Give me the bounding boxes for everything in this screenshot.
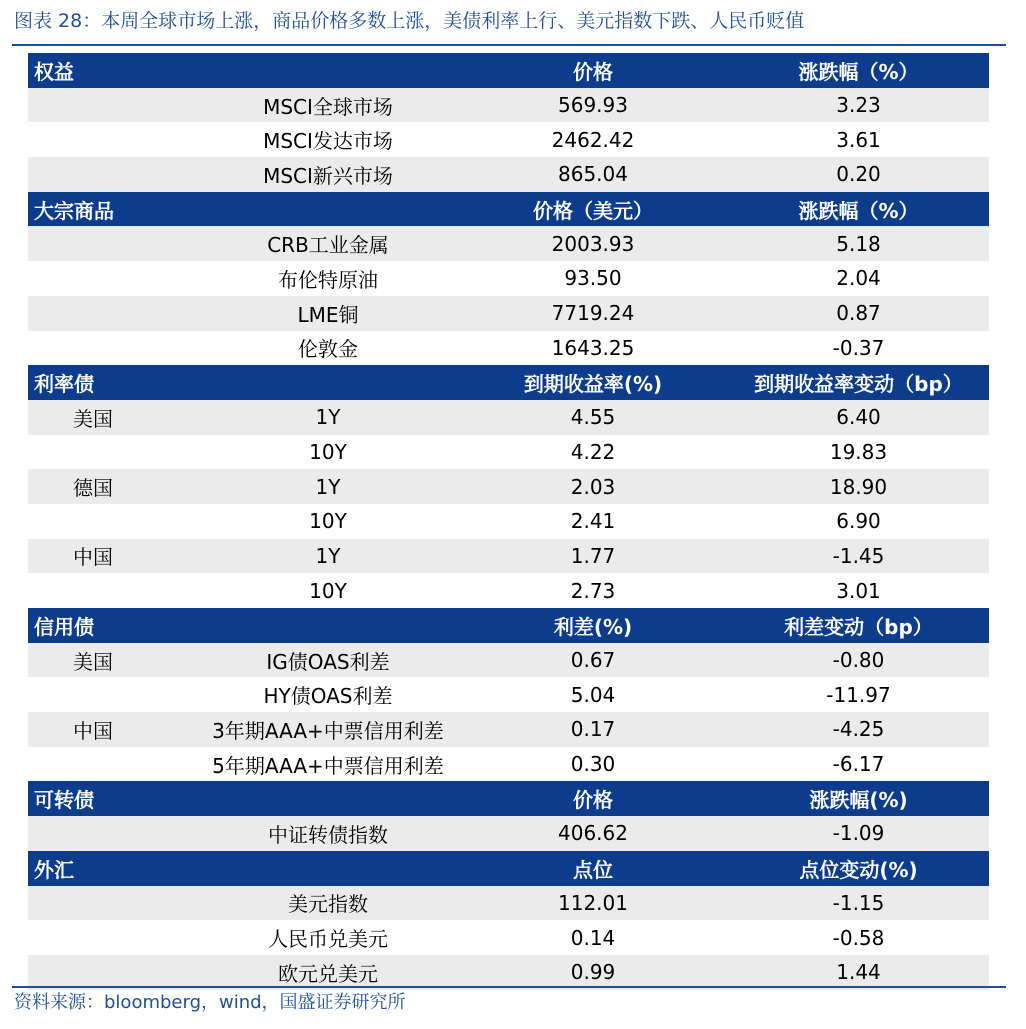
row-change: 19.83 [829, 439, 888, 464]
row-region [28, 157, 158, 192]
section-category: 权益 [34, 59, 74, 84]
row-value: 1.77 [570, 543, 616, 568]
table-row [28, 122, 989, 157]
row-label: 布伦特原油 [278, 267, 378, 292]
section-category: 可转债 [34, 788, 94, 813]
row-change: 0.20 [836, 162, 881, 187]
row-value: 112.01 [558, 890, 628, 915]
row-change: -1.45 [832, 543, 885, 568]
table-row [28, 226, 989, 261]
row-label: 伦敦金 [298, 337, 358, 362]
row-value: 0.30 [570, 752, 616, 777]
row-region [28, 573, 158, 608]
row-label: 1Y [315, 405, 341, 430]
row-region: 中国 [73, 545, 113, 570]
table-row [28, 261, 989, 296]
section-header-row [28, 781, 989, 816]
table-row [28, 816, 989, 851]
column-header-change: 涨跌幅(%) [809, 788, 908, 813]
table-row [28, 504, 989, 539]
row-label: 美元指数 [288, 892, 368, 917]
row-change: 3.01 [836, 578, 881, 603]
row-value: 0.99 [570, 960, 616, 985]
row-label: LME铜 [297, 302, 359, 327]
table-row [28, 331, 989, 366]
row-region [28, 122, 158, 157]
column-header-change: 点位变动(%) [799, 857, 918, 882]
row-change: 1.44 [836, 960, 881, 985]
table-row [28, 677, 989, 712]
row-value: 1643.25 [551, 335, 635, 360]
row-value: 0.17 [570, 717, 616, 742]
row-change: 0.87 [836, 301, 881, 326]
row-label: CRB工业金属 [267, 233, 389, 258]
row-region [28, 331, 158, 366]
row-value: 7719.24 [551, 301, 635, 326]
column-header-change: 涨跌幅（%） [798, 198, 919, 223]
row-region [28, 435, 158, 470]
table-row [28, 435, 989, 470]
section-category: 利率债 [34, 372, 94, 397]
row-region: 美国 [73, 649, 113, 674]
row-value: 4.22 [570, 439, 616, 464]
row-label: 10Y [309, 509, 347, 534]
figure-caption: 图表 28：本周全球市场上涨，商品价格多数上涨，美债利率上行、美元指数下跌、人民币贬值 [14, 10, 805, 32]
column-header-value: 价格（美元） [533, 198, 653, 223]
row-region [28, 886, 158, 921]
table-row [28, 296, 989, 331]
row-label: 10Y [309, 578, 347, 603]
section-category: 信用债 [34, 614, 94, 639]
row-value: 5.04 [570, 682, 616, 707]
row-region: 中国 [73, 718, 113, 743]
table-row [28, 920, 989, 955]
section-header-row [28, 53, 989, 88]
source-note: 资料来源：bloomberg，wind，国盛证券研究所 [14, 992, 406, 1013]
row-change: 18.90 [829, 474, 888, 499]
row-change: 5.18 [836, 231, 881, 256]
row-change: 2.04 [836, 266, 881, 291]
row-value: 865.04 [558, 162, 628, 187]
row-label: MSCI新兴市场 [263, 163, 393, 188]
row-label: 1Y [315, 474, 341, 499]
row-label: 10Y [309, 439, 347, 464]
row-change: -1.15 [832, 890, 885, 915]
table-row [28, 747, 989, 782]
row-value: 406.62 [558, 821, 628, 846]
row-change: -0.37 [832, 335, 885, 360]
row-change: -0.58 [832, 925, 885, 950]
row-change: 6.90 [836, 509, 881, 534]
table-row [28, 400, 989, 435]
row-change: -6.17 [832, 752, 885, 777]
market-summary-table [28, 53, 989, 990]
table-row [28, 469, 989, 504]
column-header-value: 价格 [573, 788, 613, 813]
row-region [28, 677, 158, 712]
column-header-value: 点位 [573, 857, 613, 882]
column-header-change: 涨跌幅（%） [798, 59, 919, 84]
row-value: 2462.42 [551, 127, 635, 152]
row-label: 欧元兑美元 [278, 961, 378, 986]
row-region: 美国 [73, 406, 113, 431]
row-region [28, 504, 158, 539]
row-region [28, 747, 158, 782]
row-change: -4.25 [832, 717, 885, 742]
row-value: 2.73 [570, 578, 616, 603]
row-label: 中证转债指数 [268, 822, 388, 847]
table-row [28, 539, 989, 574]
column-header-value: 利差(%) [553, 614, 633, 639]
row-change: 3.61 [836, 127, 881, 152]
section-header-row [28, 365, 989, 400]
row-label: 3年期AAA+中票信用利差 [212, 718, 444, 743]
row-change: 3.23 [836, 93, 881, 118]
column-header-value: 价格 [573, 59, 613, 84]
row-region [28, 261, 158, 296]
row-change: 6.40 [836, 405, 881, 430]
source-divider [12, 986, 1006, 988]
row-change: -11.97 [826, 682, 891, 707]
table-row [28, 712, 989, 747]
table-row [28, 886, 989, 921]
section-header-row [28, 851, 989, 886]
row-region [28, 920, 158, 955]
row-label: 5年期AAA+中票信用利差 [212, 753, 444, 778]
table-row [28, 88, 989, 123]
table-row [28, 573, 989, 608]
row-value: 569.93 [558, 93, 628, 118]
row-region [28, 88, 158, 123]
table-row [28, 157, 989, 192]
row-region [28, 955, 158, 990]
row-region [28, 226, 158, 261]
row-value: 2.03 [570, 474, 616, 499]
row-change: -0.80 [832, 648, 885, 673]
row-region: 德国 [73, 476, 113, 501]
column-header-change: 利差变动（bp） [784, 614, 933, 639]
table-row [28, 955, 989, 990]
row-value: 0.14 [570, 925, 616, 950]
row-label: MSCI全球市场 [263, 94, 393, 119]
row-value: 2003.93 [551, 231, 635, 256]
row-label: HY债OAS利差 [263, 684, 393, 709]
row-label: MSCI发达市场 [263, 129, 393, 154]
row-value: 93.50 [564, 266, 622, 291]
column-header-change: 到期收益率变动（bp） [754, 372, 963, 397]
row-region [28, 296, 158, 331]
section-header-row [28, 608, 989, 643]
row-label: IG债OAS利差 [266, 649, 390, 674]
section-category: 大宗商品 [34, 198, 114, 223]
row-value: 4.55 [570, 405, 616, 430]
row-label: 1Y [315, 543, 341, 568]
section-header-row [28, 192, 989, 227]
column-header-value: 到期收益率(%) [523, 372, 663, 397]
row-label: 人民币兑美元 [268, 927, 388, 952]
row-region [28, 816, 158, 851]
caption-divider [12, 44, 1006, 46]
row-value: 2.41 [570, 509, 616, 534]
row-value: 0.67 [570, 648, 616, 673]
row-change: -1.09 [832, 821, 885, 846]
table-row [28, 643, 989, 678]
section-category: 外汇 [34, 857, 74, 882]
